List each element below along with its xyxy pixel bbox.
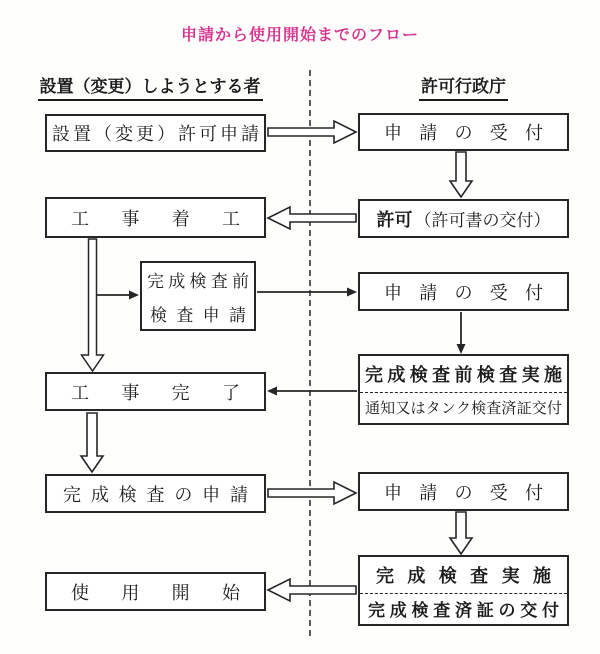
arrow-permit-to-construction-start: [268, 207, 356, 229]
box-permit-issued: 許可 （許可書の交付）: [358, 199, 569, 238]
box-pre-completion-inspection-exec: [358, 354, 569, 425]
arrow-construction-start-to-complete: [82, 239, 104, 371]
arrowhead-result-to-construction-complete: [267, 387, 277, 396]
arrow-completion-apply-to-reception3: [268, 482, 356, 504]
arrow-apply-to-reception1: [268, 121, 356, 143]
box-application-reception-3: 申 請 の 受 付: [358, 472, 569, 511]
box-application-reception-1: 申 請 の 受 付: [358, 113, 569, 151]
right-column-header: 許可行政庁: [358, 72, 569, 97]
box-pre-completion-inspection-application: 完 成 検 査 前 検 査 申 請: [140, 261, 256, 331]
box-completion-cert-issue: 完 成 検 査 済 証 の 交 付: [360, 593, 567, 624]
box-use-start: 使 用 開 始: [45, 572, 266, 611]
box-installation-permit-application: 設 置 （ 変 更 ） 許 可 申 請: [45, 114, 266, 152]
arrowhead-pre-inspection-apply-to-reception2: [347, 288, 357, 297]
box-completion-inspection-application: 完 成 検 査 の 申 請: [45, 474, 266, 513]
box-completion-inspection-exec-top: 完 成 検 査 実 施: [376, 565, 551, 587]
arrow-reception1-to-permit: [450, 152, 472, 197]
box-construction-start: 工 事 着 工: [45, 197, 266, 238]
arrow-cert-issue-to-use-start: [268, 579, 356, 601]
arrowhead-reception2-to-pre-inspection-exec: [457, 344, 466, 354]
box-pre-completion-inspection-exec-top: 完 成 検 査 前 検 査 実 施: [365, 364, 562, 386]
box-completion-inspection-exec: [358, 555, 569, 626]
arrow-reception3-to-final-inspection: [450, 512, 472, 554]
arrowhead-branch-to-pre-inspection-apply: [129, 291, 139, 300]
page-title: 申請から使用開始までのフロー: [180, 25, 419, 44]
arrow-complete-to-completion-apply: [81, 413, 103, 472]
left-column-header: 設置（変更）しようとする者: [30, 72, 270, 97]
box-construction-complete: 工 事 完 了: [45, 372, 266, 411]
box-application-reception-2: 申 請 の 受 付: [358, 272, 569, 311]
box-pre-completion-inspection-exec-bottom: 通 知 又 は タ ン ク 検 査 済 証 交 付: [360, 392, 567, 423]
